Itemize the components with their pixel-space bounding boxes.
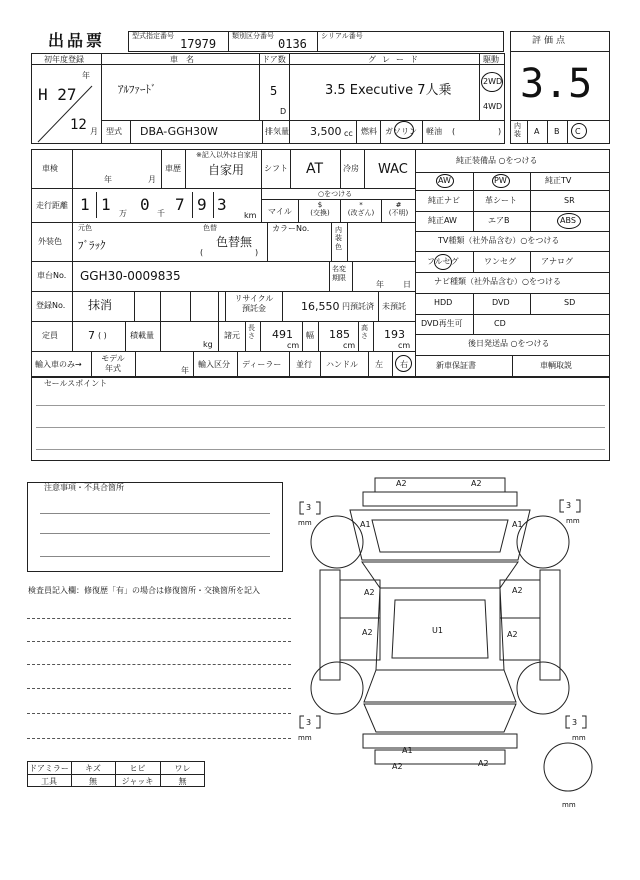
tv-header: TV種類（社外品含む）○をつける	[438, 236, 560, 245]
serial-label: シリアル番号	[321, 32, 363, 40]
repaint-value: 色替無	[216, 235, 253, 249]
doors-type: D	[280, 107, 287, 116]
model-type-value: DBA-GGH30W	[140, 125, 218, 138]
mark-rear-bumper-low-left: A2	[392, 762, 403, 771]
missing-tools-value: 無	[89, 776, 97, 786]
equip-alloy: 純正AW	[428, 216, 457, 225]
front-bumper	[375, 478, 505, 492]
displacement-value: 3,500	[310, 125, 342, 138]
mark-right-front-door: A2	[512, 586, 523, 595]
tread-rr-value: 3	[572, 718, 578, 727]
drive-4wd: 4WD	[483, 102, 503, 111]
odo-exchange: $ (交換)	[310, 201, 330, 218]
trunk	[364, 704, 516, 732]
missing-header-crack: ヒビ	[129, 763, 146, 773]
diesel-bracket-close: )	[498, 127, 502, 136]
navi-dvd: DVD	[492, 298, 510, 307]
insp-year-unit: 年	[104, 175, 112, 184]
mileage-digit-4: 7	[175, 195, 185, 214]
month-unit: 月	[90, 127, 98, 136]
missing-header-break: ワレ	[174, 763, 191, 773]
missing-header-scratch: キズ	[85, 763, 101, 773]
equip-aw: AW	[438, 176, 451, 185]
handle-selected-circle	[395, 355, 412, 372]
model-type-label: 型式	[106, 127, 122, 136]
first-reg-year: H 27	[38, 85, 77, 104]
notes-box	[27, 482, 283, 572]
recycle-label: リサイクル 預託金	[234, 294, 274, 313]
windshield	[362, 562, 518, 588]
page-title: 出品票	[48, 31, 106, 50]
slash-mark	[32, 84, 101, 144]
tread-rr-mm: mm	[572, 734, 586, 742]
mileage-digit-3: 0	[140, 195, 150, 214]
equip-sr: SR	[564, 196, 575, 205]
tv-selected-circle	[434, 254, 452, 270]
interior-box	[510, 120, 610, 144]
rear-right-wheel	[517, 662, 569, 714]
reg-no-label: 登録No.	[36, 301, 66, 310]
drive-2wd: 2WD	[483, 77, 503, 86]
score-label: 評価点	[532, 36, 569, 46]
equip-aw-circle	[436, 174, 454, 188]
equip-abs: ABS	[560, 216, 576, 225]
odo-mile: マイル	[268, 207, 292, 216]
capacity-unit: ( )	[98, 331, 107, 340]
tread-bracket-rr	[566, 716, 570, 728]
color-value: ﾌﾞﾗｯｸ	[78, 239, 106, 252]
sales-point-label: セールスポイント	[44, 379, 108, 388]
handle-label: ハンドル	[326, 360, 358, 369]
mark-right-rear-door: A2	[507, 630, 518, 639]
ac-value: WAC	[378, 162, 408, 177]
tread-rl-value: 3	[306, 718, 312, 727]
length-cm: cm	[287, 341, 300, 350]
mark-front-bumper-right: A2	[471, 479, 482, 488]
drive-label: 駆動	[483, 55, 499, 64]
repaint-bracket-close: )	[255, 248, 259, 257]
recycle-value: 16,550	[301, 300, 340, 313]
width-cm: cm	[343, 341, 356, 350]
displacement-label: 排気量	[265, 127, 289, 136]
grade-label: グレード	[368, 55, 424, 64]
dim-label: 諸元	[224, 331, 240, 340]
width-label: 幅	[306, 331, 314, 340]
handle-left: 左	[375, 360, 383, 369]
fuel-selected-circle	[394, 121, 414, 139]
mark-roof: U1	[432, 626, 443, 635]
missing-header-mirror: ドアミラー	[29, 763, 69, 773]
length-label: 長さ	[248, 324, 255, 340]
grade-value: 3.5 Executive 7人乗	[325, 83, 452, 98]
docs-header: 後日発送品 ○をつける	[468, 339, 550, 348]
history-note: ※記入以外は自家用	[196, 151, 258, 159]
capacity-label: 定員	[42, 331, 58, 340]
mark-rear-bumper: A1	[402, 746, 413, 755]
first-reg-month: 12	[70, 117, 87, 133]
navi-dvd-play: DVD再生可	[421, 319, 463, 328]
score-value: 3.5	[520, 61, 593, 107]
category-value: 0136	[278, 37, 307, 51]
interior-grade-a: A	[534, 127, 540, 136]
tread-fl-value: 3	[306, 503, 312, 512]
navi-hdd: HDD	[434, 298, 453, 307]
spare-tire	[544, 743, 592, 791]
navi-cd: CD	[494, 319, 506, 328]
doors-value: 5	[270, 84, 278, 98]
load-label: 積載量	[130, 331, 154, 340]
capacity-value: 7	[88, 329, 95, 342]
mileage-digit-5: 9	[197, 195, 207, 214]
equip-pw: PW	[494, 176, 507, 185]
mark-left-front-door: A2	[364, 588, 375, 597]
mileage-digit-6: 3	[217, 195, 227, 214]
nc-day-unit: 日	[403, 280, 411, 289]
front-right-wheel	[517, 516, 569, 568]
repaint-label: 色替	[203, 224, 217, 232]
parallel-label: 並行	[296, 360, 312, 369]
model-year-label: モデル 年式	[101, 354, 125, 373]
model-year-unit: 年	[181, 366, 189, 375]
chassis-label: 車台No.	[37, 271, 67, 280]
interior-grade-b: B	[554, 127, 560, 136]
tread-bracket-fl	[300, 502, 304, 514]
interior-label: 内装	[514, 122, 521, 138]
shift-label: シフト	[264, 164, 288, 173]
color-no-label: カラーNo.	[272, 224, 310, 233]
tread-fl-mm: mm	[298, 519, 312, 527]
man-unit: 万	[119, 209, 127, 218]
left-front-door	[340, 580, 380, 618]
insp-month-unit: 月	[148, 175, 156, 184]
tv-oneseg: ワンセグ	[484, 257, 516, 266]
equip-leather: 革シート	[485, 196, 517, 205]
notes-label: 注意事項・不具合箇所	[44, 483, 124, 492]
model-designation-value: 17979	[180, 37, 217, 51]
model-designation-label: 型式指定番号	[132, 32, 174, 40]
fuel-label: 燃料	[361, 127, 377, 136]
mark-left-rear-door: A2	[362, 628, 373, 637]
nc-year-unit: 年	[376, 280, 384, 289]
history-label: 車歴	[165, 164, 181, 173]
handle-right: 右	[400, 360, 408, 369]
rear-bumper	[363, 734, 517, 748]
equip-abs-circle	[557, 213, 581, 229]
hood-inner	[372, 520, 508, 552]
chassis-value: GGH30-0009835	[80, 269, 181, 283]
mark-front-bumper-left: A2	[396, 479, 407, 488]
missing-jack-value: 無	[178, 776, 187, 786]
year-unit: 年	[82, 71, 90, 80]
right-side-panel	[540, 570, 560, 680]
spare-tire-mm: mm	[562, 801, 576, 809]
front-left-wheel	[311, 516, 363, 568]
tread-bracket-rr-r	[582, 716, 586, 728]
tread-fr-mm: mm	[566, 517, 580, 525]
equip-pw-circle	[492, 174, 510, 188]
recycle-paid: 円預託済	[342, 302, 374, 311]
reg-no-value: 抹消	[88, 298, 113, 312]
name-change-label: 名変 期限	[332, 265, 346, 282]
tread-bracket-fl-r	[316, 502, 320, 514]
import-type-label: 輸入区分	[198, 360, 230, 369]
front-bumper-lower	[363, 492, 517, 506]
mark-front-left: A1	[360, 520, 371, 529]
ac-label: 冷房	[343, 164, 359, 173]
inspector-label: 検査員記入欄：修復歴「有」の場合は修復箇所・交換箇所を記入	[28, 586, 260, 595]
navi-sd: SD	[564, 298, 576, 307]
tread-rl-mm: mm	[298, 734, 312, 742]
import-label: 輸入車のみ→	[35, 360, 82, 369]
mileage-digit-2: 1	[101, 195, 111, 214]
mileage-label: 走行距離	[36, 201, 68, 210]
tread-bracket-fr	[560, 500, 564, 512]
interior-selected-circle	[571, 123, 587, 139]
equip-tv: 純正TV	[545, 176, 572, 185]
tv-analog: アナログ	[541, 257, 573, 266]
interior-grade-c: C	[575, 127, 581, 136]
height-value: 193	[384, 328, 405, 341]
mark-rear-bumper-low-right: A2	[478, 759, 489, 768]
doors-label: ドア数	[262, 55, 286, 64]
height-cm: cm	[398, 341, 411, 350]
odo-note: ○をつける	[318, 190, 353, 198]
km-unit: km	[244, 211, 257, 220]
history-value: 自家用	[208, 163, 245, 177]
tread-fr-value: 3	[566, 501, 572, 510]
rear-left-wheel	[311, 662, 363, 714]
original-color-label: 元色	[78, 224, 92, 232]
fuel-diesel: 軽油	[426, 127, 442, 136]
shift-value: AT	[306, 161, 324, 177]
car-name-value: ｱﾙﾌｧｰﾄﾞ	[118, 83, 157, 96]
sen-unit: 千	[157, 209, 165, 218]
category-label: 類別区分番号	[232, 32, 274, 40]
interior-color-label: 内 装 色	[335, 226, 342, 251]
dealer-label: ディーラー	[242, 360, 282, 369]
docs-warranty: 新車保証書	[436, 361, 476, 370]
first-reg-label: 初年度登録	[44, 55, 84, 64]
repaint-bracket-open: (	[200, 248, 204, 257]
mileage-digit-1: 1	[80, 195, 90, 214]
missing-tools-label: 工具	[41, 776, 57, 786]
length-value: 491	[272, 328, 293, 341]
left-side-panel	[320, 570, 340, 680]
kg-unit: kg	[203, 340, 213, 349]
height-label: 高さ	[361, 324, 368, 340]
missing-jack-label: ジャッキ	[121, 776, 154, 786]
diesel-bracket-open: (	[452, 127, 456, 136]
rear-glass	[364, 670, 516, 702]
odo-unknown: # (不明)	[388, 201, 409, 218]
equip-navi: 純正ナビ	[428, 196, 460, 205]
equip-airbag: エアB	[488, 216, 510, 225]
recycle-unpaid: 未預託	[382, 302, 406, 311]
docs-manual: 車輌取説	[540, 361, 572, 370]
navi-header: ナビ種類（社外品含む）○をつける	[434, 277, 561, 286]
width-value: 185	[329, 328, 350, 341]
cc-unit: cc	[344, 129, 353, 138]
right-rear-door	[500, 618, 540, 660]
tread-bracket-rl	[300, 716, 304, 728]
inspection-label: 車検	[42, 164, 58, 173]
tread-bracket-rl-r	[316, 716, 320, 728]
tread-bracket-fr-r	[576, 500, 580, 512]
color-label: 外装色	[38, 237, 62, 246]
mark-front-right: A1	[512, 520, 523, 529]
car-name-label: 車名	[170, 55, 202, 64]
equipment-header: 純正装備品 ○をつける	[456, 156, 538, 165]
left-rear-door	[340, 618, 380, 660]
odo-tamper: * (改ざん)	[347, 201, 375, 218]
fuel-gasoline: ガソリン	[385, 127, 417, 136]
tv-fullseg: フルセグ	[427, 257, 459, 266]
